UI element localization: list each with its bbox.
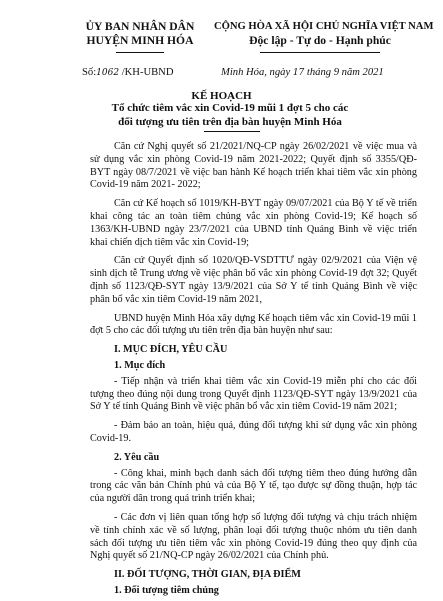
date-day: 17 [292,68,305,78]
document-subject [60,102,400,129]
legal-basis-3: Căn cứ Quyết định số 1020/QĐ-VSDTTƯ ngày 02/9/2021 của Viện vệ sinh dịch tễ Trung ương về việc phân bổ vắc xin phòng Covid-19 đợt 32; Quyết định số 1123/QĐ-SYT ngày 13/9/2021 của Sở Y tế tỉnh Quảng Bình về việc phân bổ vắc xin tiêm Covid-19 năm 2021, [90,255,417,305]
country-name: CỘNG HÒA XÃ HỘI CHỦ NGHĨA VIỆT NAM [214,21,434,32]
section-heading-purpose-requirements: I. MỤC ĐÍCH, YÊU CẦU [114,344,228,356]
subject-line-1: Tổ chức tiêm vắc xin Covid-19 mũi 1 đợt 5 cho các [111,102,349,114]
issue-date [221,67,384,78]
date-suffix: tháng 9 năm 2021 [306,67,384,78]
legal-basis-1: Căn cứ Nghị quyết số 21/2021/NQ-CP ngày 26/02/2021 về việc mua và sử dụng vắc xin phòng Covid-19 năm 2021-2022; Quyết định số 3355/QĐ-BYT ngày 08/7/2021 về việc ban hành Kế hoạch triển khai tiêm vắc xin phòng Covid-19 năm 2021- 2022; [90,141,417,191]
document-body [90,141,417,601]
subject-line-2: đối tượng ưu tiên trên địa bàn huyện Minh Hóa [118,115,342,128]
authority-line-2: HUYỆN MINH HÓA [86,34,194,47]
requirement-item-2: - Các đơn vị liên quan tổng hợp số lượng đối tượng và chịu trách nhiệm về tính chính xác về số lượng, phân loại đối tượng thuộc nhóm ưu tiên danh sách đối tượng ưu tiên tiêm vắc xin phòng Covid-19 đúng theo quy định của Nghị quyết số 21/NQ-CP ngày 26/02/2021 của Chính phủ. [90,511,417,562]
intro-paragraph: UBND huyện Minh Hóa xây dựng Kế hoạch tiêm vắc xin Covid-19 mũi 1 đợt 5 cho các đối tượng ưu tiên trên địa bàn huyện như sau: [90,312,417,337]
subheading-vaccination-subjects: 1. Đối tượng tiêm chủng [114,584,219,596]
subject-underline [204,131,260,132]
subheading-purpose: 1. Mục đích [114,359,166,371]
national-motto: Độc lập - Tự do - Hạnh phúc [249,34,391,47]
authority-underline [116,52,164,53]
subheading-requirements: 2. Yêu cầu [114,451,160,463]
motto-underline [260,52,380,53]
section-heading-subjects-time-place: II. ĐỐI TƯỢNG, THỜI GIAN, ĐỊA ĐIỂM [114,569,301,581]
document-type: KẾ HOẠCH [191,90,252,102]
document-number [82,67,174,78]
national-header [214,20,434,48]
document-number-suffix: /KH-UBND [119,67,174,78]
requirement-item-1: - Công khai, minh bạch danh sách đối tượng tiêm theo đúng hướng dẫn trong các văn bản Chính phủ và của Bộ Y tế, tạo được sự đồng thuận, hợp tác của người dân trong quá trình triển khai; [90,467,417,505]
legal-basis-2: Căn cứ Kế hoạch số 1019/KH-BYT ngày 09/07/2021 của Bộ Y tế về triển khai công tác an toàn tiêm chủng vắc xin phòng Covid-19; Kế hoạch số 1363/KH-UBND ngày 23/7/2021 của UBND tỉnh Quảng Bình về việc triển khai chiến dịch tiêm vắc xin Covid-19; [90,198,417,248]
purpose-item-1: - Tiếp nhận và triển khai tiêm vắc xin Covid-19 miễn phí cho các đối tượng theo đúng nội dung trong Quyết định 1123/QĐ-SYT ngày 13/9/2021 của Sở Y tế tỉnh Quảng Bình về việc phân bổ vắc xin tiêm Covid-19 năm 2021; [90,375,417,413]
issuing-authority [70,20,210,48]
purpose-item-2: - Đảm bảo an toàn, hiệu quả, đúng đối tượng khi sử dụng vắc xin phòng Covid-19. [90,420,417,444]
document-number-prefix: Số: [82,67,97,78]
authority-line-1: ỦY BAN NHÂN DÂN [85,20,195,33]
document-number-value: 1062 [96,68,120,78]
date-prefix: Minh Hóa, ngày [221,67,291,78]
